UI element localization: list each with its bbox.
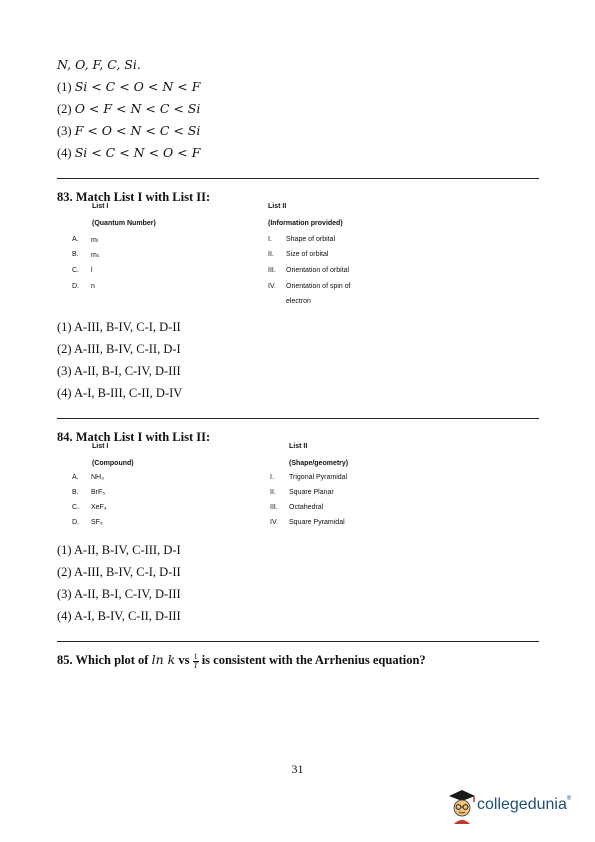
option-text: A-III, B-IV, C-I, D-II [74,565,181,579]
q82-option-1[interactable] [57,79,200,95]
q84-left-key: B. [72,489,79,496]
q84-left-val: BrF₅ [91,489,106,496]
q83-left-val: mₗ [91,237,98,244]
q84-right-val: Square Pyramidal [289,519,345,526]
q83-left-row: C. [72,267,79,274]
section-divider [57,178,539,179]
q84-option-4[interactable] [57,609,181,624]
q84-left-val: SF₆ [91,519,103,526]
q84-right-key: IV. [270,519,278,526]
q83-left-row: D. [72,283,79,290]
option-num: (1) [57,80,72,94]
option-num: (3) [57,587,72,601]
q84-left-val: XeF₄ [91,504,107,511]
student-mascot-icon [446,786,478,826]
q83-right-val: Size of orbital [286,251,329,258]
option-text: A-III, B-IV, C-I, D-II [74,320,181,334]
option-num: (1) [57,320,72,334]
q83-right-val: electron [286,298,311,305]
q84-list1-title: List I [92,443,109,450]
section-divider [57,418,539,419]
option-num: (2) [57,342,72,356]
q84-option-3[interactable] [57,587,181,602]
one-over-t-fraction: $\frac{1}{T}$ [193,651,198,670]
q84-right-val: Square Planar [289,489,334,496]
q84-left-key: A. [72,474,79,481]
q83-right-val: Orientation of spin of [286,283,351,290]
q83-right-key: II. [268,251,274,258]
option-text: Si < C < N < O < F [74,145,201,160]
q83-option-3[interactable] [57,364,181,379]
q83-title: 83. Match List I with List II: [57,190,211,204]
q83-right-val: Orientation of orbital [286,267,350,274]
q83-list1-title: List I [92,203,109,210]
option-num: (3) [57,124,72,138]
q84-option-1[interactable] [57,543,181,558]
q83-right-val: Shape of orbital [286,236,336,243]
option-num: (4) [57,386,72,400]
q84-list2-title: List II [289,443,308,450]
q83-left-val: mₛ [91,252,100,259]
option-text: A-III, B-IV, C-II, D-I [74,342,181,356]
q84-right-key: III. [270,504,278,511]
option-num: (2) [57,102,72,116]
option-num: (4) [57,609,72,623]
option-text: A-II, B-I, C-IV, D-III [74,364,181,378]
q83-left-row: A. [72,236,79,243]
q82-option-2[interactable] [57,101,200,117]
q83-left-val: n [91,283,95,290]
q84-left-val: NH₃ [91,474,104,481]
q83-left-val: l [91,267,93,274]
q82-option-4[interactable] [57,145,200,161]
q83-option-4[interactable] [57,386,182,401]
option-text: A-II, B-IV, C-III, D-I [74,543,181,557]
q84-list2-sub: (Shape/geometry) [289,460,349,467]
section-divider [57,641,539,642]
q84-left-key: C. [72,504,79,511]
q84-title: 84. Match List I with List II: [57,430,211,444]
option-text: A-I, B-IV, C-II, D-III [74,609,181,623]
q83-list1-sub: (Quantum Number) [92,220,156,227]
option-text: A-I, B-III, C-II, D-IV [74,386,183,400]
q82-elements: N, O, F, C, Si. [57,57,141,72]
q84-right-key: II. [270,489,276,496]
page-number: 31 [291,762,304,776]
q85-title: 85. Which plot of ln k vs $\frac{1}{T}$ is consistent with the Arrhenius equation? [57,651,426,670]
option-text: O < F < N < C < Si [74,101,201,116]
q83-option-2[interactable] [57,342,181,357]
q84-right-key: I. [270,474,274,481]
q84-right-val: Octahedral [289,504,324,511]
q83-right-key: I. [268,236,272,243]
q84-list1-sub: (Compound) [92,460,134,467]
q83-list2-sub: (Information provided) [268,220,343,227]
option-text: F < O < N < C < Si [74,123,201,138]
option-num: (1) [57,543,72,557]
q84-right-val: Trigonal Pyramidal [289,474,348,481]
option-text: A-II, B-I, C-IV, D-III [74,587,181,601]
q83-list2-title: List II [268,203,287,210]
ln-k: ln k [151,652,176,667]
q82-option-3[interactable] [57,123,200,139]
brand-logo-text: collegedunia® [477,796,572,813]
q84-left-key: D. [72,519,79,526]
q84-option-2[interactable] [57,565,181,580]
option-text: Si < C < O < N < F [74,79,201,94]
option-num: (3) [57,364,72,378]
option-num: (2) [57,565,72,579]
q83-option-1[interactable] [57,320,181,335]
q83-right-key: IV. [268,283,276,290]
option-num: (4) [57,146,72,160]
q83-right-key: III. [268,267,276,274]
q83-left-row: B. [72,251,79,258]
